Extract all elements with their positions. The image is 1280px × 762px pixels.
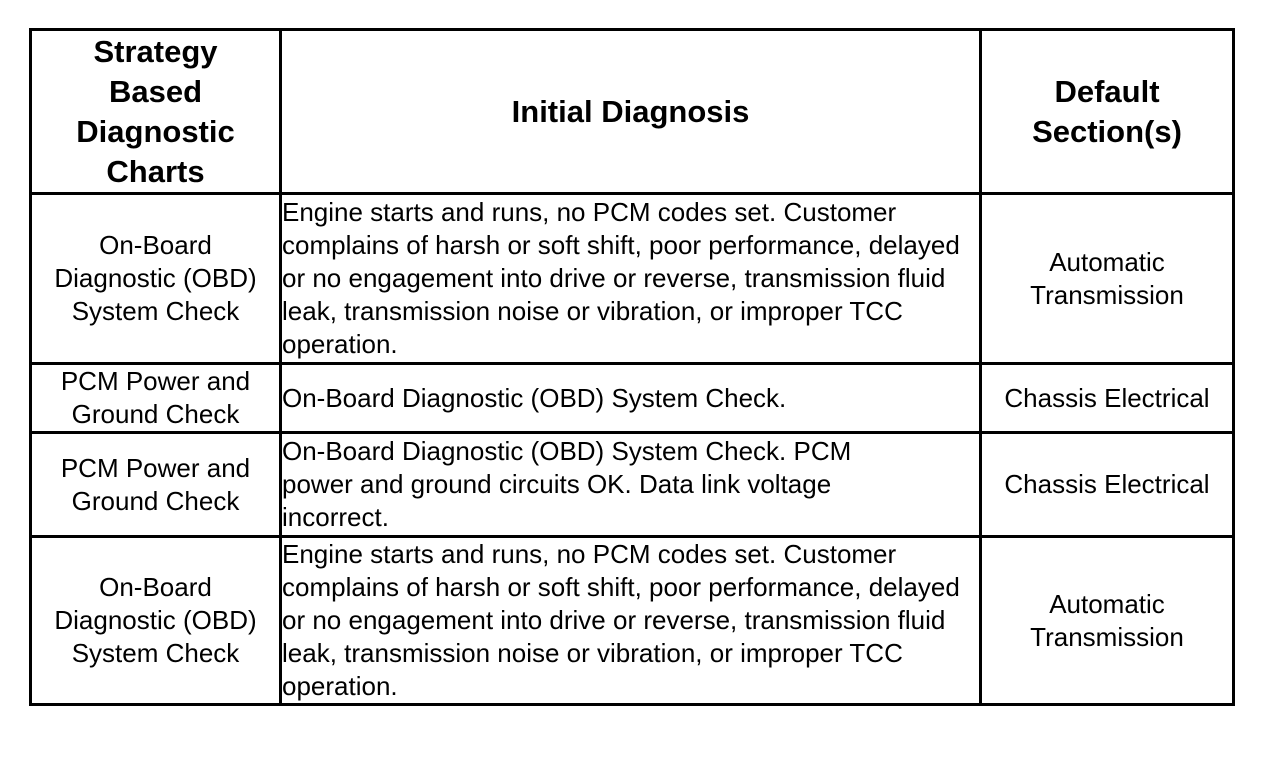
table-row (31, 433, 1234, 537)
header-strategy-charts (31, 30, 281, 194)
table-row (31, 194, 1234, 364)
diagnosis-cell (281, 364, 981, 433)
section-cell (981, 537, 1234, 705)
header-default-sections (981, 30, 1234, 194)
chart-name: On-Board Diagnostic (OBD) System Check (54, 572, 257, 668)
chart-name: PCM Power and Ground Check (60, 452, 251, 516)
section-cell (981, 364, 1234, 433)
diagnosis-text: On-Board Diagnostic (OBD) System Check. PCM power and ground circuits OK. Data link voltage incorrect. (282, 436, 852, 532)
diagnostic-table (29, 28, 1235, 706)
diagnosis-cell (281, 433, 981, 537)
header-default-sections-label: Default Section(s) (1032, 73, 1182, 149)
diagnosis-text: Engine starts and runs, no PCM codes set. Customer complains of harsh or soft shift, poor performance, delayed or no engagement into drive or reverse, transmission fluid leak, transmission noise or vibration, or improper TCC operation. (282, 539, 960, 701)
diagnosis-text: On-Board Diagnostic (OBD) System Check. (282, 382, 787, 413)
table-header-row (31, 30, 1234, 194)
section-name: Automatic Transmission (1030, 588, 1184, 652)
header-initial-diagnosis (281, 30, 981, 194)
diagnosis-cell (281, 194, 981, 364)
table-row (31, 364, 1234, 433)
chart-name: PCM Power and Ground Check (60, 366, 251, 429)
diagnosis-text: Engine starts and runs, no PCM codes set. Customer complains of harsh or soft shift, poor performance, delayed or no engagement into drive or reverse, transmission fluid leak, transmission noise or vibration, or improper TCC operation. (282, 197, 960, 359)
table-row (31, 537, 1234, 705)
chart-cell (31, 194, 281, 364)
chart-cell (31, 364, 281, 433)
chart-cell (31, 537, 281, 705)
section-name: Chassis Electrical (1004, 469, 1210, 499)
section-cell (981, 194, 1234, 364)
section-name: Chassis Electrical (1004, 382, 1210, 413)
header-strategy-charts-label: Strategy Based Diagnostic Charts (76, 33, 235, 189)
chart-name: On-Board Diagnostic (OBD) System Check (54, 230, 257, 326)
header-initial-diagnosis-label: Initial Diagnosis (511, 93, 750, 129)
chart-cell (31, 433, 281, 537)
section-cell (981, 433, 1234, 537)
diagnosis-cell (281, 537, 981, 705)
section-name: Automatic Transmission (1030, 246, 1184, 310)
